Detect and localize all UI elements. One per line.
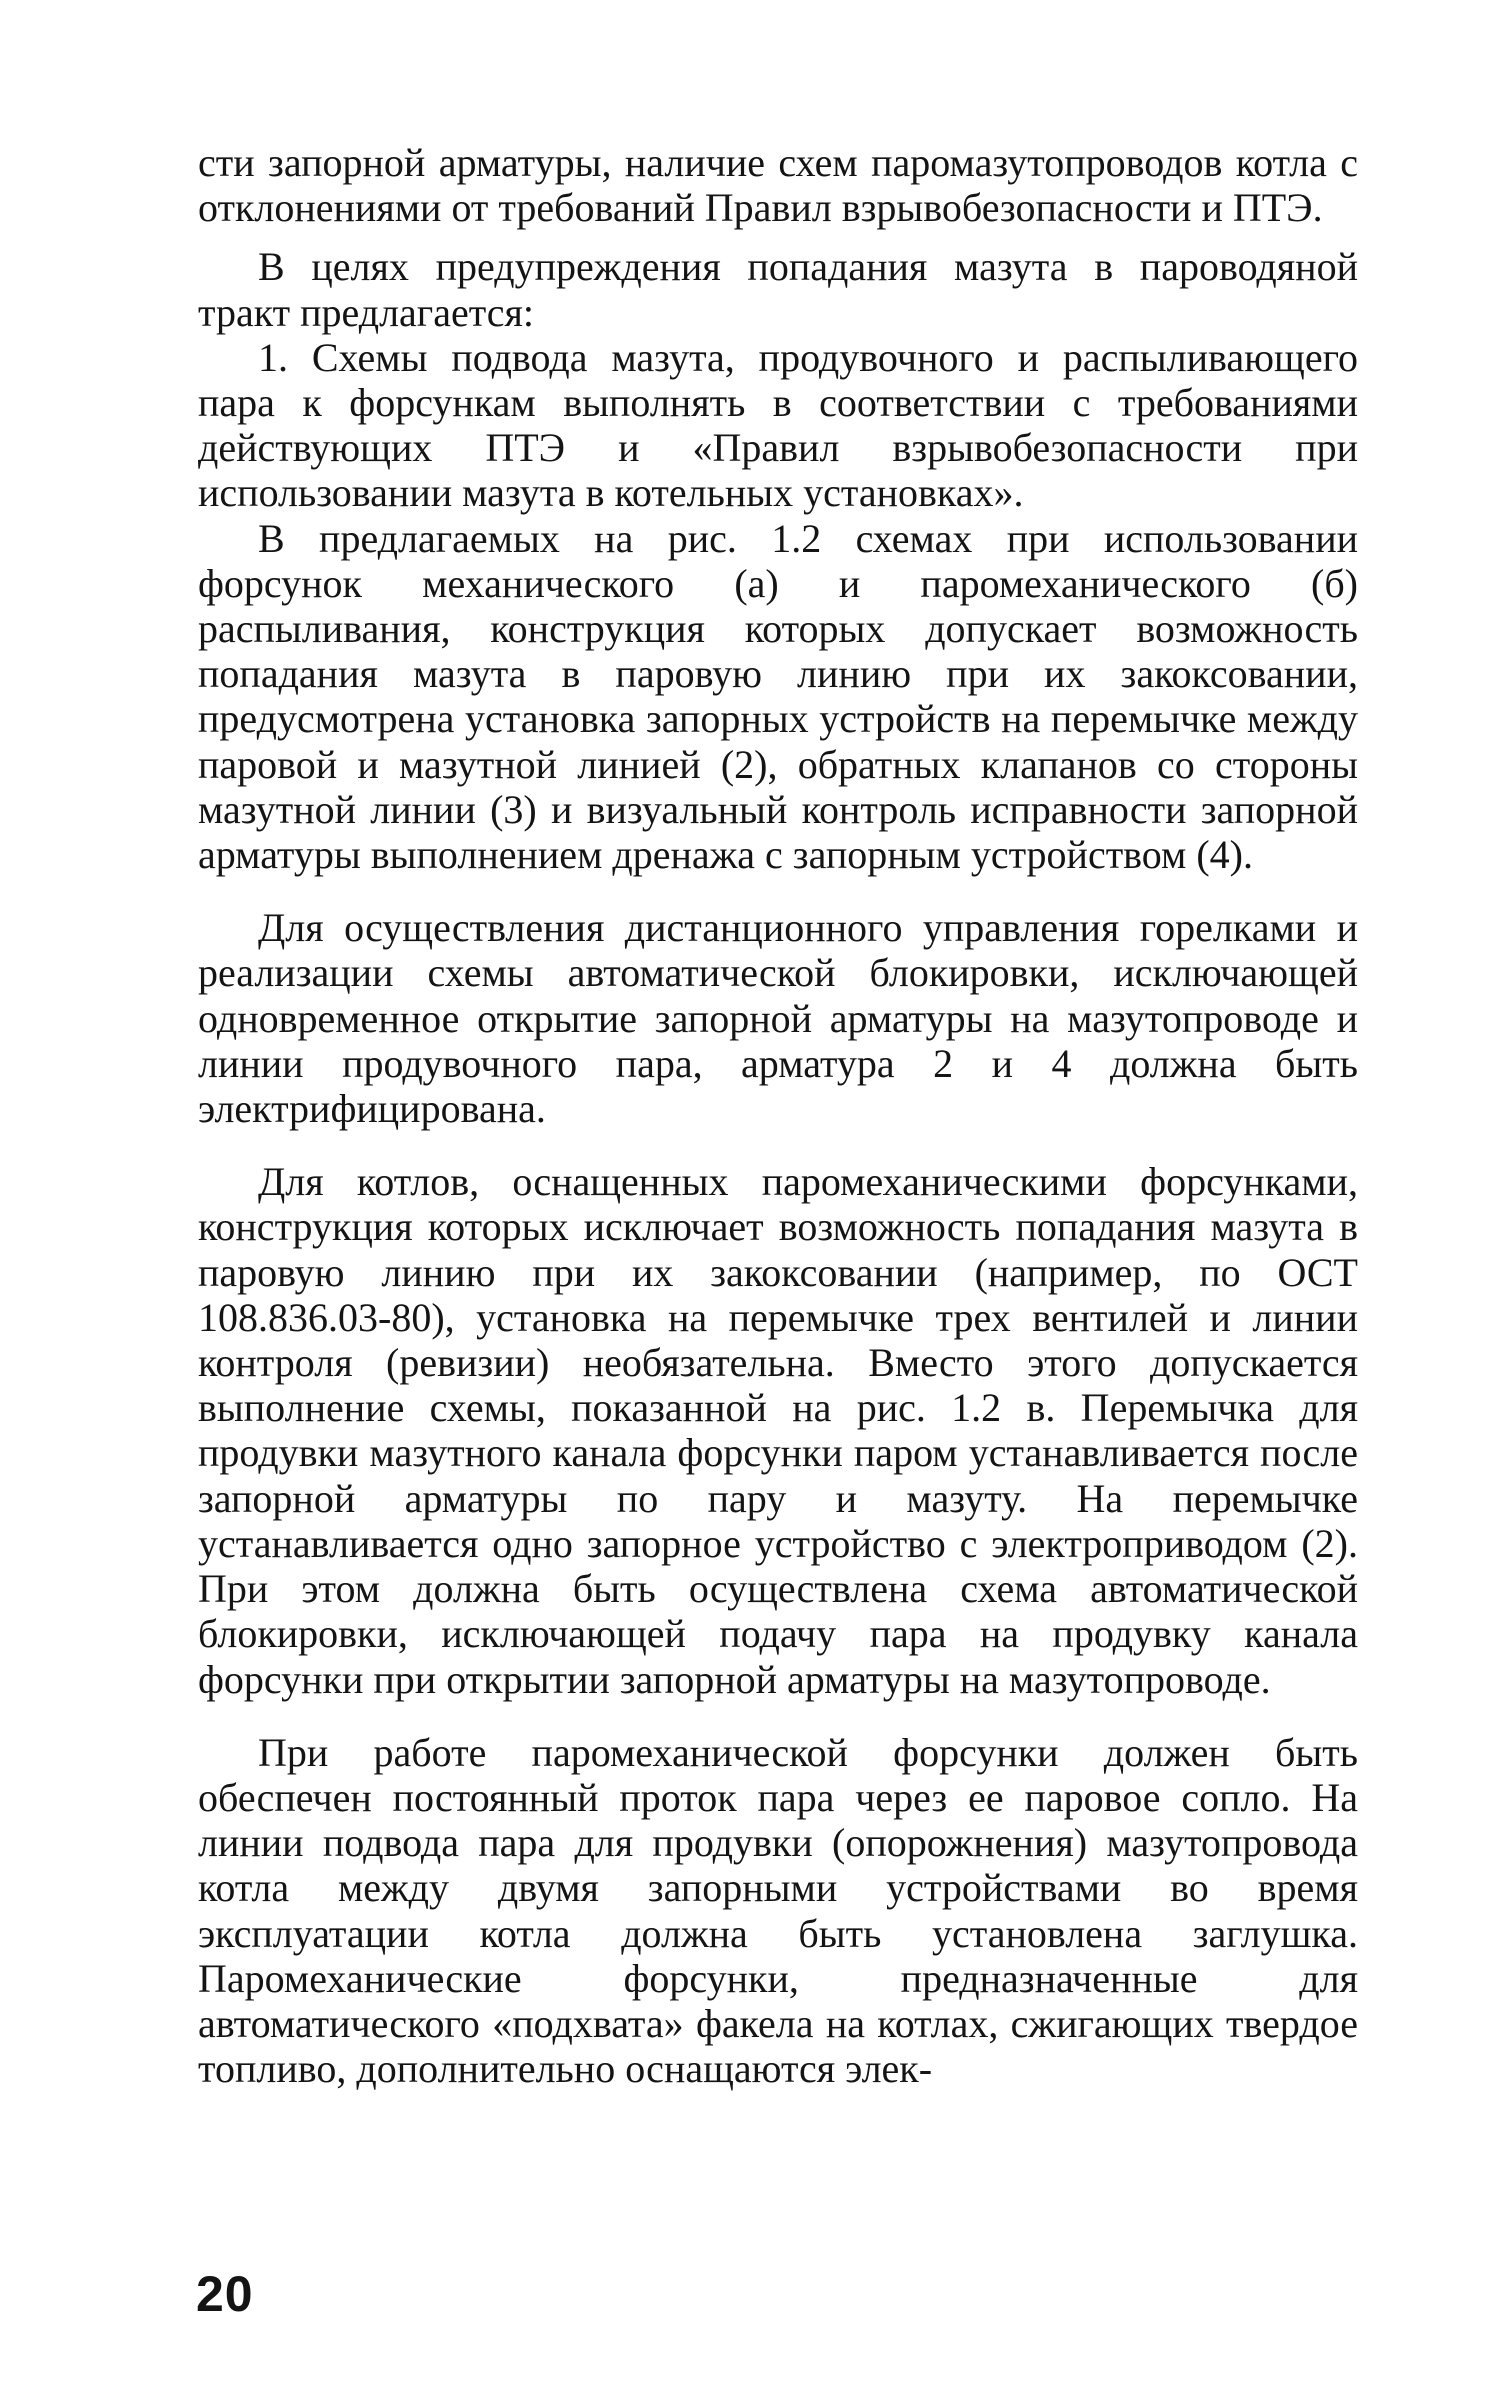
body-text [198, 140, 1358, 2091]
paragraph-schemes: В предлагаемых на рис. 1.2 схемах при использовании форсунок механического (а) и паромеханического (б) распыливания, конструкция которых допускает возможность попадания мазута в паровую линию при их закоксовании, предусмотрена установка запорных устройств на перемычке между паровой и мазутной линией (2), обратных клапанов со стороны мазутной линии (3) и визуальный контроль исправности запорной арматуры выполнением дренажа с запорным устройством (4). [198, 515, 1358, 878]
paragraph-remote-control: Для осуществления дистанционного управления горелками и реализации схемы автоматической блокировки, исключающей одновременное открытие запорной арматуры на мазутопроводе и линии продувочного пара, арматура 2 и 4 должна быть электрифицирована. [198, 905, 1358, 1132]
paragraph-continuation: сти запорной арматуры, наличие схем паромазутопроводов котла с отклонениями от требований Правил взрывобезопасности и ПТЭ. [198, 140, 1358, 231]
paragraph-boilers: Для котлов, оснащенных паромеханическими форсунками, конструкция которых исключает возможность попадания мазута в паровую линию при их закоксовании (например, по ОСТ 108.836.03-80), установка на перемычке трех вентилей и линии контроля (ревизии) необязательна. Вместо этого допускается выполнение схемы, показанной на рис. 1.2 в. Перемычка для продувки мазутного канала форсунки паром устанавливается после запорной арматуры по пару и мазуту. На перемычке устанавливается одно запорное устройство с электроприводом (2). При этом должна быть осуществлена схема автоматической блокировки, исключающей подачу пара на продувку канала форсунки при открытии запорной арматуры на мазутопроводе. [198, 1159, 1358, 1702]
paragraph-item-1: 1. Схемы подвода мазута, продувочного и распыливающего пара к форсункам выполнять в соответствии с требованиями действующих ПТЭ и «Правил взрывобезопасности при использовании мазута в котельных установках». [198, 334, 1358, 516]
page-number: 20 [196, 2266, 254, 2322]
paragraph-intro: В целях предупреждения попадания мазута в пароводяной тракт предлагается: [198, 244, 1358, 335]
paragraph-steam-mechanical: При работе паромеханической форсунки должен быть обеспечен постоянный проток пара через ее паровое сопло. На линии подвода пара для продувки (опорожнения) мазутопровода котла между двумя запорными устройствами во время эксплуатации котла должна быть установлена заглушка. Паромеханические форсунки, предназначенные для автоматического «подхвата» факела на котлах, сжигающих твердое топливо, дополнительно оснащаются элек- [198, 1729, 1358, 2092]
